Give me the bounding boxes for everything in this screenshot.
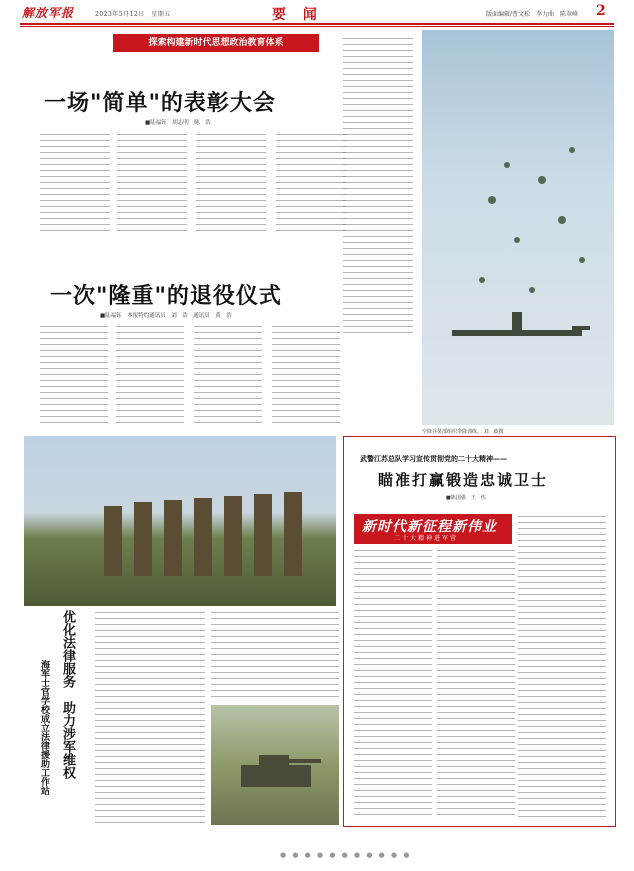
series-logo-subtext: 二十大精神进军营 (394, 535, 459, 542)
header-rule-thin (20, 26, 614, 27)
feature-banner: 探索构建新时代思想政治教育体系 (113, 34, 319, 52)
vertical-subheadline: 海军士官学校成立法律援助工作站 (39, 660, 49, 795)
article-title: 瞄准打赢锻造忠诚卫士 (378, 471, 549, 489)
parachute-photo (422, 30, 614, 425)
text-column (117, 132, 187, 232)
tank-illustration (211, 705, 339, 825)
header-rule (20, 23, 614, 25)
headline-1: 一场"简单"的表彰大会 (44, 90, 276, 116)
text-column (40, 132, 110, 232)
soldiers-photo (24, 436, 336, 606)
parachute-illustration (422, 30, 614, 425)
text-column (211, 610, 339, 700)
text-column (194, 324, 262, 424)
text-column (196, 132, 266, 232)
masthead (0, 0, 634, 24)
series-logo-text: 新时代新征程新伟业 (362, 519, 497, 535)
vertical-headline: 优化法律服务 助力涉军维权 (60, 610, 75, 779)
text-column (95, 610, 205, 825)
page-number: 2 (596, 3, 606, 19)
text-column (40, 324, 108, 424)
text-column (116, 324, 184, 424)
soldiers-illustration (24, 436, 336, 606)
page-navigation-dots: ● ● ● ● ● ● ● ● ● ● ● (280, 851, 412, 859)
text-column (276, 132, 346, 232)
byline-1: ■陆福钰 胡志明 陈 浩 (145, 120, 211, 126)
series-logo (354, 514, 512, 544)
text-column (343, 36, 413, 336)
headline-2: 一次"隆重"的退役仪式 (50, 283, 282, 309)
text-column (518, 514, 606, 819)
editors-line: 版面编辑/曹文松 李力曲 陈翠峰 (486, 11, 579, 18)
photo-caption: 空降兵某部组织伞降训练。 刘 政摄 (422, 429, 504, 435)
byline-2: ■陆福钰 本报特约通讯员 刘 浩 通讯员 黄 浩 (100, 313, 232, 319)
newspaper-logo: 解放军报 (22, 6, 75, 20)
article-kicker: 武警江苏总队学习宣传贯彻党的二十大精神—— (360, 454, 507, 463)
article-byline: ■陈国强 王 伟 (446, 495, 486, 501)
text-column (437, 548, 515, 818)
section-title: 要 闻 (272, 7, 323, 23)
text-column (272, 324, 340, 424)
text-column (354, 548, 432, 818)
tank-photo (211, 705, 339, 825)
dateline: 2023年5月12日 星期五 (95, 11, 171, 18)
